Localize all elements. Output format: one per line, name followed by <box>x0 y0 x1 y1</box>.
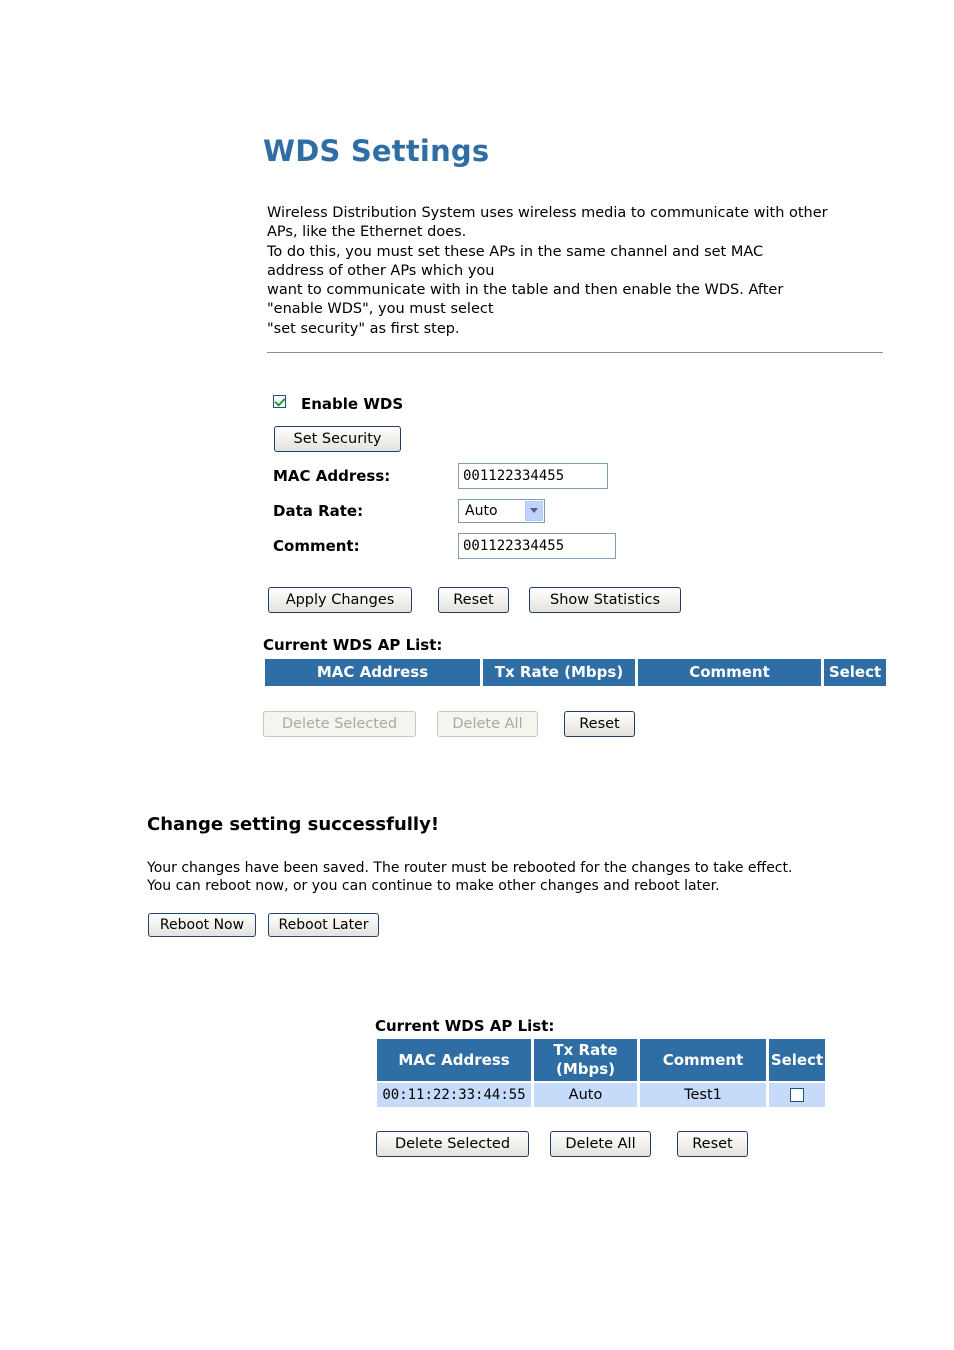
data-rate-value: Auto <box>465 503 498 519</box>
description-line: To do this, you must set these APs in the same channel and set MAC <box>267 243 764 260</box>
show-statistics-button[interactable]: Show Statistics <box>529 587 681 613</box>
column-header-select: Select <box>769 1039 825 1081</box>
data-rate-label: Data Rate: <box>273 502 364 520</box>
delete-all-button[interactable]: Delete All <box>437 711 538 737</box>
success-line: Your changes have been saved. The router must be rebooted for the changes to take effect. <box>147 860 793 876</box>
ap-list-title-2: Current WDS AP List: <box>375 1017 555 1035</box>
success-message <box>147 860 792 895</box>
success-line: You can reboot now, or you can continue to make other changes and reboot later. <box>147 877 720 894</box>
description-line: "set security" as first step. <box>267 320 460 337</box>
reboot-now-button[interactable]: Reboot Now <box>148 913 256 937</box>
divider <box>267 352 883 353</box>
apply-changes-button[interactable]: Apply Changes <box>268 587 412 613</box>
set-security-button[interactable]: Set Security <box>274 426 401 452</box>
list-reset-button[interactable]: Reset <box>564 711 635 737</box>
column-header-comment: Comment <box>640 1039 766 1081</box>
success-title: Change setting successfully! <box>147 814 440 835</box>
description-line: Wireless Distribution System uses wireless media to communicate with other <box>267 205 828 221</box>
enable-wds-label: Enable WDS <box>301 395 404 413</box>
page-title: WDS Settings <box>263 134 490 168</box>
column-header-tx-rate-line1: Tx Rate <box>553 1041 618 1059</box>
reset-button[interactable]: Reset <box>438 587 509 613</box>
delete-all-button-2[interactable]: Delete All <box>550 1131 651 1157</box>
table-cell-comment: Test1 <box>640 1083 766 1107</box>
mac-address-label: MAC Address: <box>273 467 391 485</box>
comment-input[interactable]: 001122334455 <box>458 533 616 559</box>
row-select-checkbox[interactable] <box>790 1088 804 1102</box>
column-header-mac: MAC Address <box>265 659 480 686</box>
ap-list-title: Current WDS AP List: <box>263 636 443 654</box>
column-header-tx-rate <box>534 1039 637 1081</box>
enable-wds-checkbox[interactable] <box>273 395 286 408</box>
description-line: want to communicate with in the table and then enable the WDS. After <box>267 282 784 299</box>
column-header-tx-rate-line2: (Mbps) <box>555 1060 616 1078</box>
description-line: address of other APs which you <box>267 262 495 279</box>
table-cell-mac: 00:11:22:33:44:55 <box>377 1083 531 1107</box>
table-cell-rate: Auto <box>534 1083 637 1107</box>
data-rate-select[interactable] <box>458 499 545 523</box>
delete-selected-button-2[interactable]: Delete Selected <box>376 1131 529 1157</box>
mac-address-input[interactable]: 001122334455 <box>458 463 608 489</box>
description-line: APs, like the Ethernet does. <box>267 224 467 241</box>
description <box>267 204 887 339</box>
delete-selected-button[interactable]: Delete Selected <box>263 711 416 737</box>
column-header-comment: Comment <box>638 659 821 686</box>
description-line: "enable WDS", you must select <box>267 301 494 318</box>
chevron-down-icon[interactable] <box>525 501 543 521</box>
reboot-later-button[interactable]: Reboot Later <box>268 913 379 937</box>
table-cell-select <box>769 1083 825 1107</box>
list-reset-button-2[interactable]: Reset <box>677 1131 748 1157</box>
column-header-mac: MAC Address <box>377 1039 531 1081</box>
comment-label: Comment: <box>273 537 360 555</box>
column-header-tx-rate: Tx Rate (Mbps) <box>483 659 635 686</box>
column-header-select: Select <box>824 659 886 686</box>
